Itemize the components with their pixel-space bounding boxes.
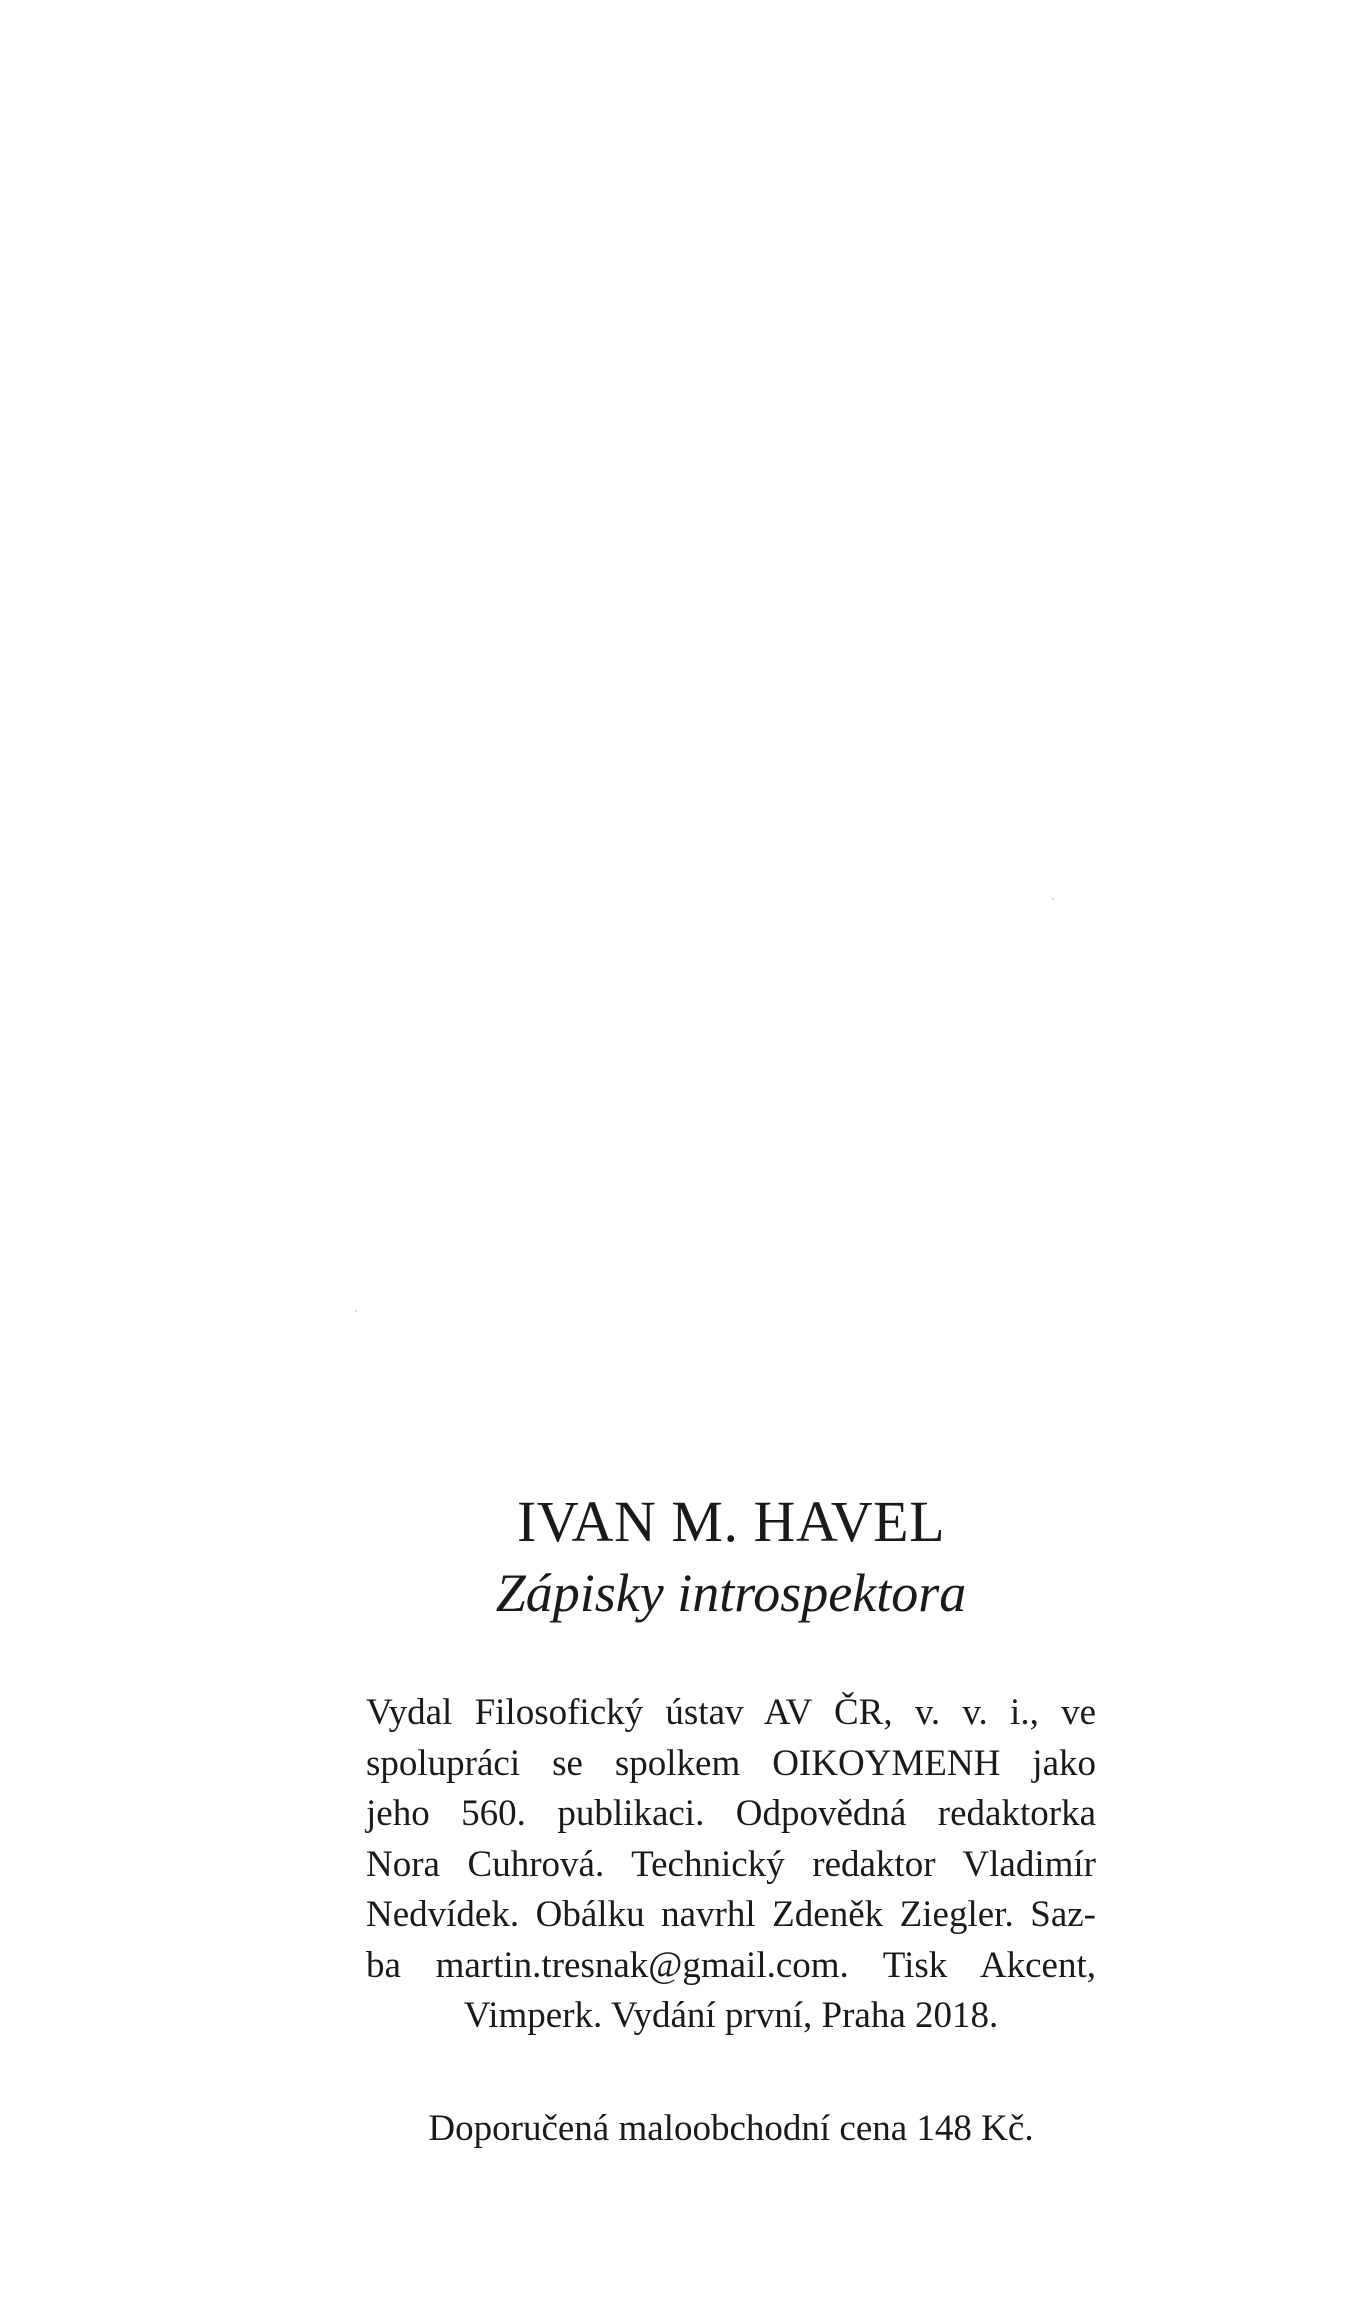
imprint-line: Nora Cuhrová. Technický redaktor Vladimír — [366, 1843, 1096, 1885]
imprint-block — [366, 1688, 1096, 2042]
paper-speck — [1052, 898, 1054, 900]
book-title: Zápisky introspektora — [495, 1563, 967, 1623]
imprint-line: Nedvídek. Obálku navrhl Zdeněk Ziegler. Saz- — [366, 1894, 1096, 1935]
imprint-line: jeho 560. publikaci. Odpovědná redaktorka — [366, 1793, 1096, 1834]
paper-speck — [355, 1310, 357, 1312]
imprint-line: ba martin.tresnak@gmail.com. Tisk Akcent, — [366, 1944, 1096, 1986]
imprint-line: spolupráci se spolkem OIKOYMENH jako — [366, 1742, 1096, 1784]
imprint-line: Vimperk. Vydání první, Praha 2018. — [463, 1995, 999, 2036]
author-name: IVAN M. HAVEL — [516, 1489, 946, 1554]
colophon — [366, 1488, 1096, 2154]
imprint-line: Vydal Filosofický ústav AV ČR, v. v. i., ve — [366, 1692, 1096, 1733]
retail-price: Doporučená maloobchodní cena 148 Kč. — [428, 2107, 1034, 2149]
